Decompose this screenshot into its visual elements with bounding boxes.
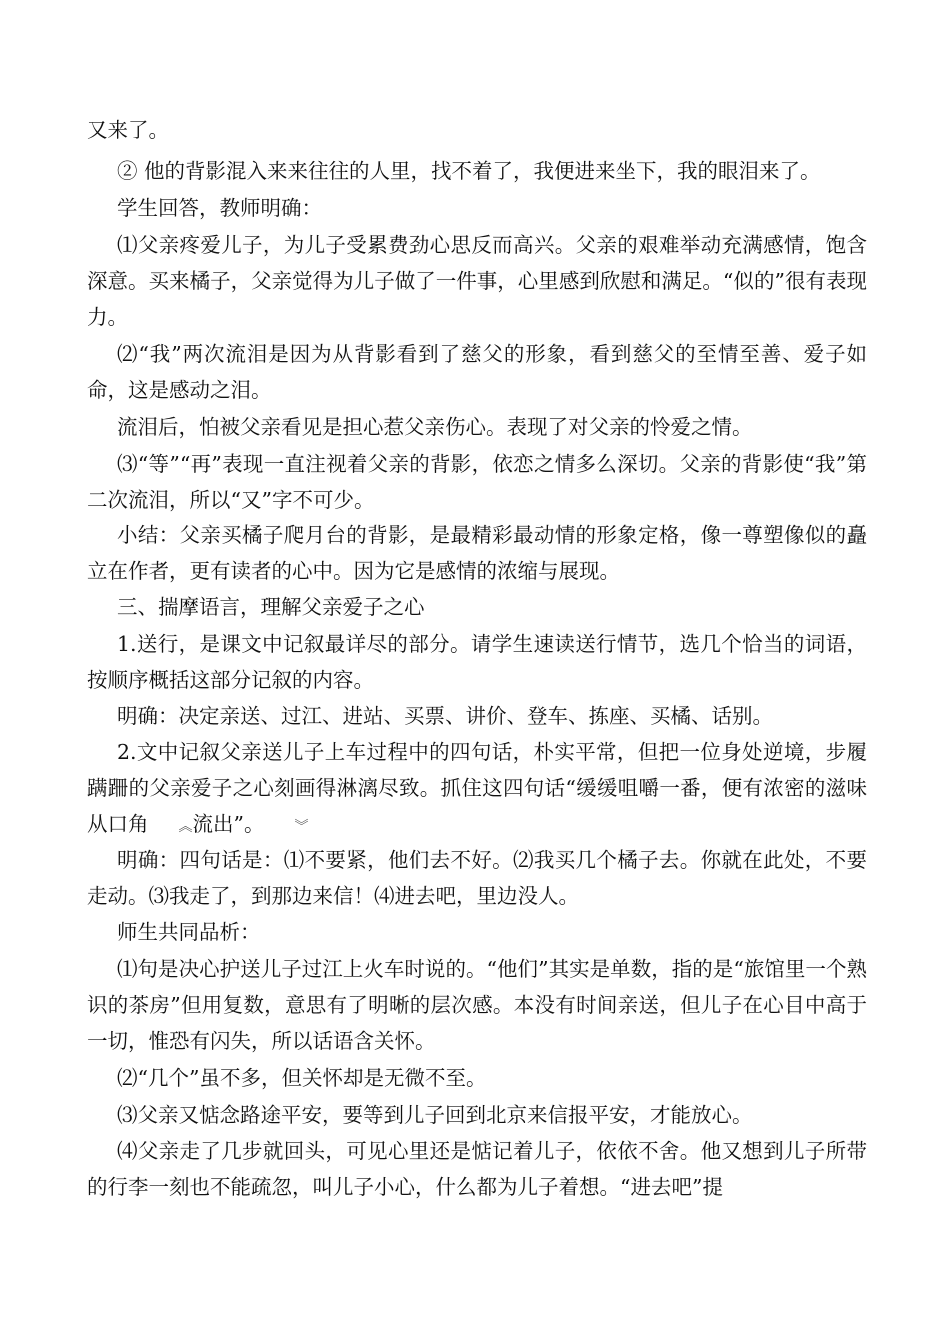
paragraph-14: ⑴句是决心护送儿子过江上火车时说的。“他们”其实是单数，指的是“旅馆里一个熟识的茶房”但用复数，意思有了明晰的层次感。本没有时间亲送，但儿子在心目中高于一切，惟恐有闪失，所以话语含关怀。 xyxy=(87,957,867,1053)
paragraph-12: 明确：四句话是：⑴不要紧，他们去不好。⑵我买几个橘子去。你就在此处，不要走动。⑶我走了，到那边来信！⑷进去吧，里边没人。 xyxy=(87,848,867,908)
paragraph-17: ⑷父亲走了几步就回头，可见心里还是惦记着儿子，依依不舍。他又想到儿子所带的行李一刻也不能疏忽，叫儿子小心，什么都为儿子着想。“进去吧”提 xyxy=(87,1139,867,1199)
editor-mark-up: ︽ xyxy=(178,819,193,835)
paragraph-6: 流泪后，怕被父亲看见是担心惹父亲伤心。表现了对父亲的怜爱之情。 xyxy=(117,415,753,439)
paragraph-7: ⑶“等”“再”表现一直注视着父亲的背影，依恋之情多么深切。父亲的背影使“我”第二次流泪，所以“又”字不可少。 xyxy=(87,452,867,512)
paragraph-13: 师生共同品析： xyxy=(117,920,261,944)
paragraph-8: 小结：父亲买橘子爬月台的背影，是最精彩最动情的形象定格，像一尊塑像似的矗立在作者，更有读者的心中。因为它是感情的浓缩与展现。 xyxy=(87,523,867,583)
paragraph-5: ⑵“我”两次流泪是因为从背影看到了慈父的形象，看到慈父的至情至善、爱子如命，这是感动之泪。 xyxy=(87,342,867,402)
paragraph-2: ② 他的背影混入来来往往的人里，找不着了，我便进来坐下，我的眼泪来了。 xyxy=(117,159,821,183)
paragraph-11 xyxy=(87,734,867,845)
paragraph-3: 学生回答，教师明确： xyxy=(117,196,322,220)
paragraph-10: 明确：决定亲送、过江、进站、买票、讲价、登车、拣座、买橘、话别。 xyxy=(117,704,773,728)
section-heading: 三、揣摩语言，理解父亲爱子之心 xyxy=(117,595,425,619)
paragraph-4: ⑴父亲疼爱儿子，为儿子受累费劲心思反而高兴。父亲的艰难举动充满感情，饱含深意。买来橘子，父亲觉得为儿子做了一件事，心里感到欣慰和满足。“似的”很有表现力。 xyxy=(87,233,867,329)
paragraph-15: ⑵“几个”虽不多，但关怀却是无微不至。 xyxy=(117,1066,487,1090)
paragraph-11-text: 2.文中记叙父亲送儿子上车过程中的四句话，朴实平常，但把一位身处逆境，步履蹒跚的父亲爱子之心刻画得淋漓尽致。抓住这四句话“缓缓咀嚼一番，便有浓密的滋味从口角 xyxy=(87,740,867,836)
editor-mark-down: ︾ xyxy=(294,819,309,835)
paragraph-1: 又来了。 xyxy=(87,118,169,142)
paragraph-9: 1.送行，是课文中记叙最详尽的部分。请学生速读送行情节，选几个恰当的词语，按顺序概括这部分记叙的内容。 xyxy=(87,632,867,692)
paragraph-16: ⑶父亲又惦念路途平安，要等到儿子回到北京来信报平安，才能放心。 xyxy=(117,1103,753,1127)
paragraph-11-tail: 流出”。 xyxy=(192,812,265,836)
